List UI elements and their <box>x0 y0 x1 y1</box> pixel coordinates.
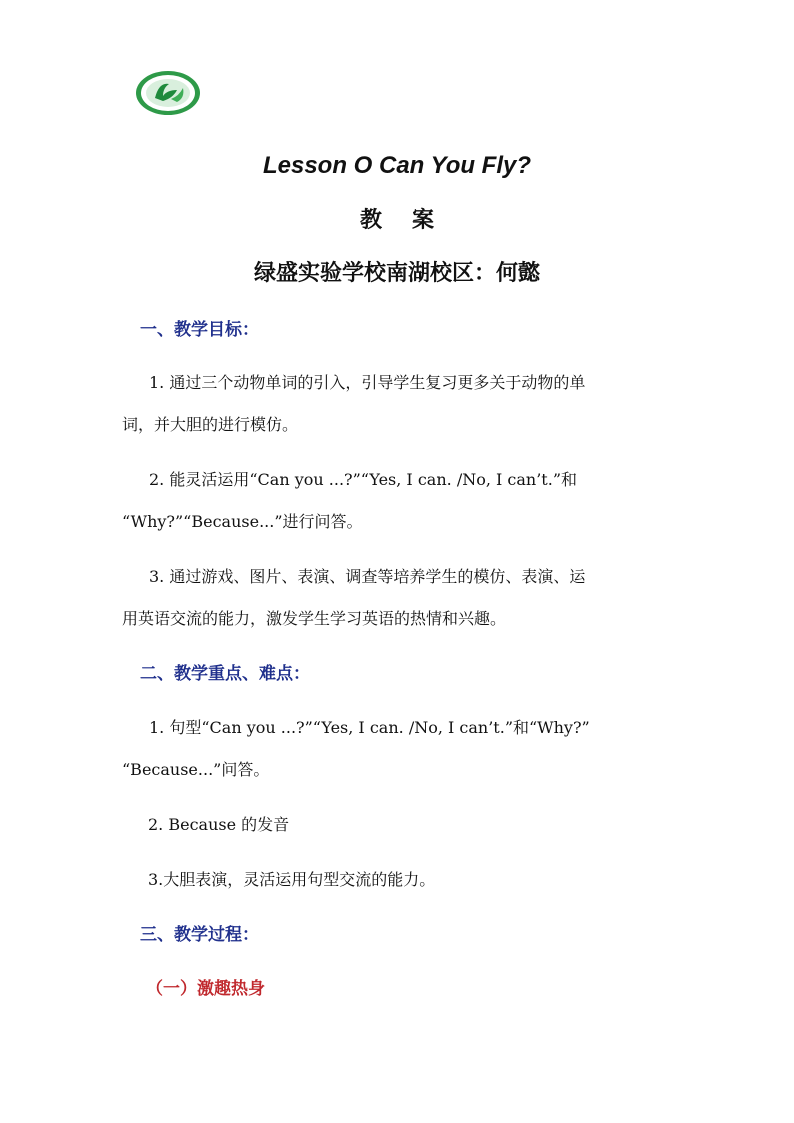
school-logo <box>133 68 203 118</box>
objective-item-1-line-1: 1. 通过三个动物单词的引入，引导学生复习更多关于动物的单 <box>149 373 586 392</box>
school-logo-icon <box>133 68 203 118</box>
key-point-item-1-line-1: 1. 句型“Can you ...?”“Yes, I can. /No, I can’t.”和“Why?” <box>149 718 590 737</box>
objective-item-3-line-2: 用英语交流的能力，激发学生学习英语的热情和兴趣。 <box>122 609 507 628</box>
document-subtitle: 教案 <box>359 207 464 233</box>
section-heading-objectives: 一、教学目标： <box>140 320 259 340</box>
process-subheading-warmup: （一）激趣热身 <box>146 979 265 999</box>
section-heading-key-points: 二、教学重点、难点： <box>140 664 310 684</box>
objective-item-1-line-2: 词，并大胆的进行模仿。 <box>122 415 299 434</box>
objective-item-3-line-1: 3. 通过游戏、图片、表演、调查等培养学生的模仿、表演、运 <box>149 567 586 586</box>
key-point-item-3: 3.大胆表演，灵活运用句型交流的能力。 <box>148 870 436 889</box>
objective-item-2 <box>122 459 675 543</box>
key-point-item-1 <box>122 707 675 791</box>
objective-item-2-line-2: “Why?”“Because...”进行问答。 <box>122 512 363 531</box>
objective-item-1 <box>122 362 675 446</box>
key-point-item-2: 2. Because 的发音 <box>148 815 290 834</box>
section-heading-process: 三、教学过程： <box>140 925 259 945</box>
document-title: Lesson O Can You Fly? <box>262 152 532 179</box>
objective-item-2-line-1: 2. 能灵活运用“Can you ...?”“Yes, I can. /No, I can’t.”和 <box>149 470 578 489</box>
school-author-line: 绿盛实验学校南湖校区：何懿 <box>253 260 540 286</box>
objective-item-3 <box>122 556 675 640</box>
key-point-item-1-line-2: “Because...”问答。 <box>122 760 270 779</box>
